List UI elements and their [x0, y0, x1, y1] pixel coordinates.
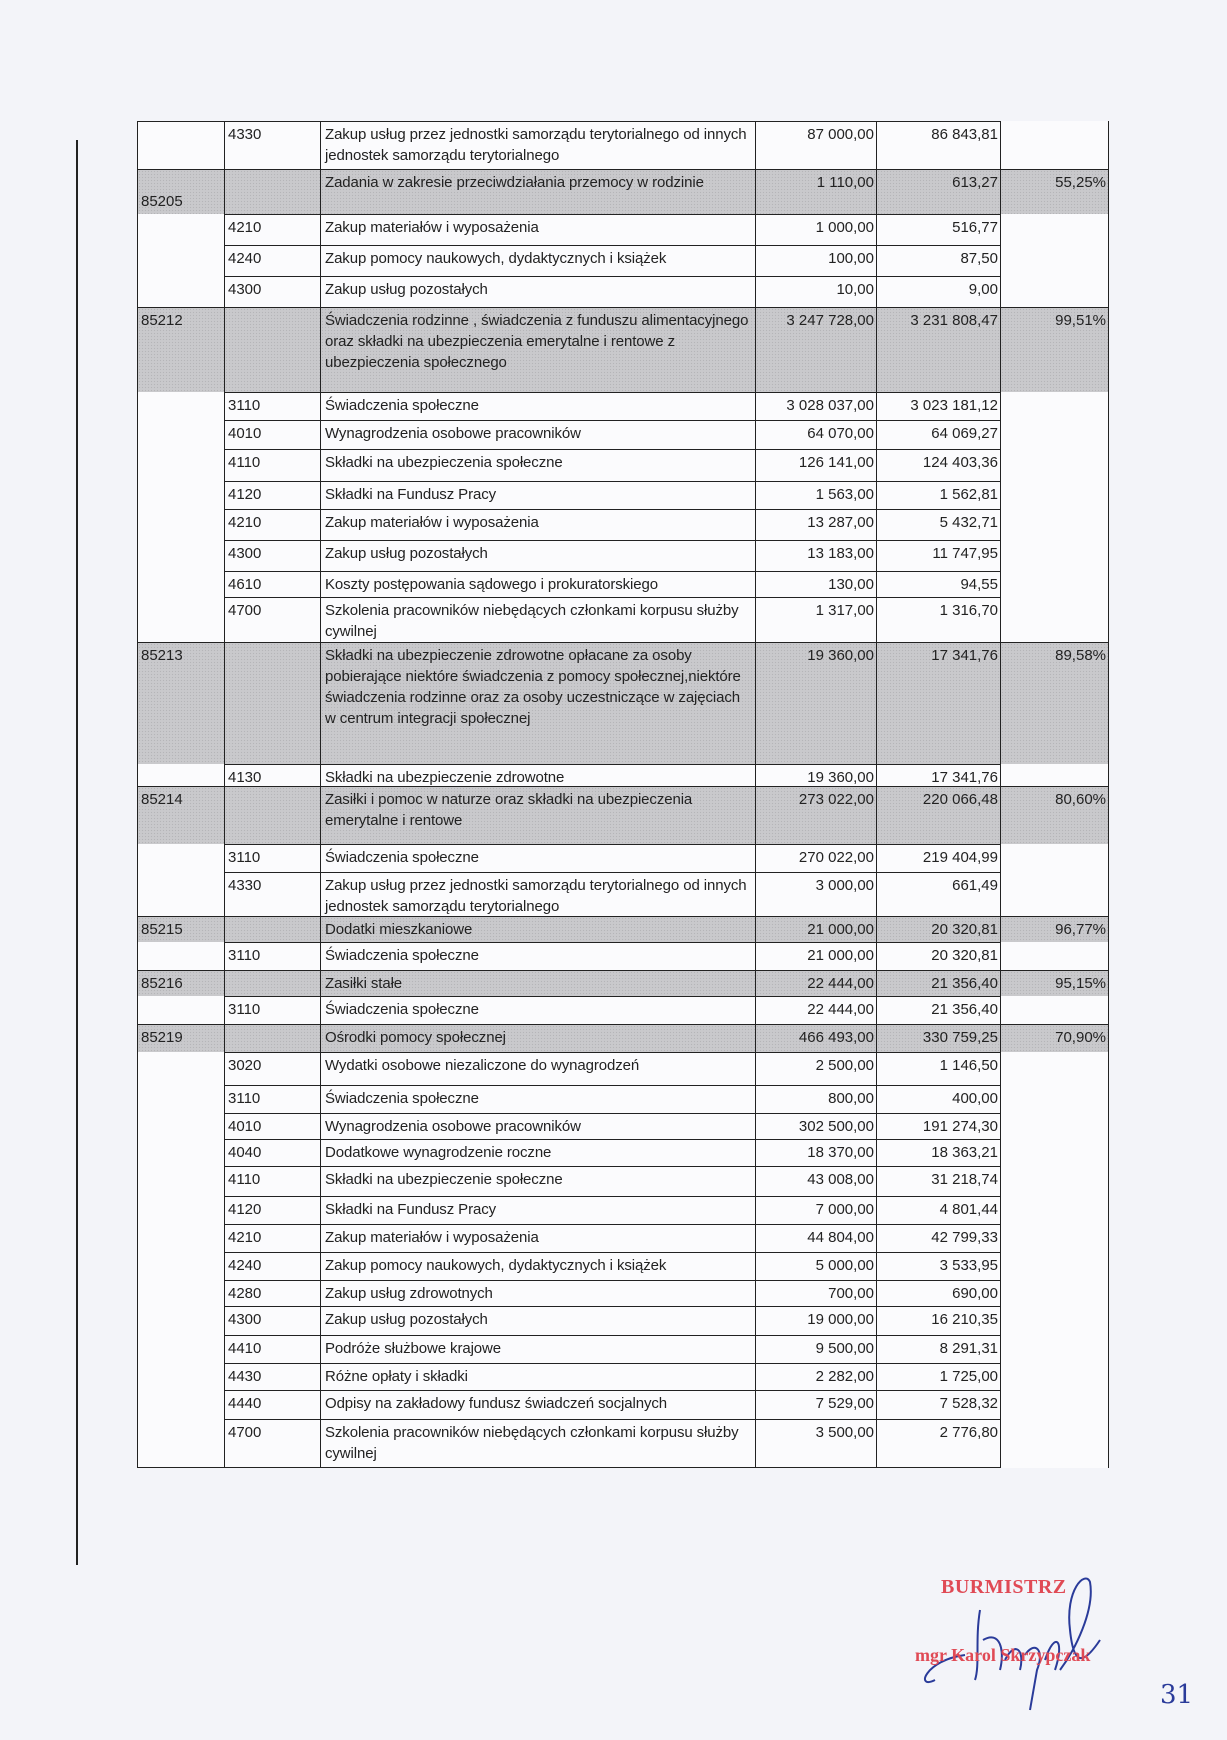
- cell-exec: 1 316,70: [876, 597, 1001, 643]
- cell-plan: 100,00: [755, 245, 877, 277]
- cell-exec: 17 341,76: [876, 764, 1001, 787]
- page-number: 31: [1160, 1680, 1194, 1710]
- cell-exec: 124 403,36: [876, 449, 1001, 482]
- cell-pct: [1000, 942, 1109, 971]
- cell-par: [224, 307, 321, 393]
- cell-plan: 21 000,00: [755, 942, 877, 971]
- cell-exec: 330 759,25: [876, 1024, 1001, 1053]
- cell-exec: 661,49: [876, 872, 1001, 917]
- cell-desc: Ośrodki pomocy społecznej: [320, 1024, 756, 1053]
- cell-exec: 18 363,21: [876, 1139, 1001, 1167]
- cell-par: [224, 786, 321, 845]
- cell-plan: 19 360,00: [755, 642, 877, 765]
- cell-dz: [137, 844, 225, 873]
- cell-desc: Koszty postępowania sądowego i prokuratorskiego: [320, 571, 756, 598]
- cell-desc: Zasiłki i pomoc w naturze oraz składki na ubezpieczenia emerytalne i rentowe: [320, 786, 756, 845]
- cell-pct: [1000, 540, 1109, 572]
- cell-par: 4240: [224, 245, 321, 277]
- cell-desc: Zakup pomocy naukowych, dydaktycznych i książek: [320, 245, 756, 277]
- cell-dz: 85205: [137, 169, 225, 215]
- cell-desc: Zakup usług zdrowotnych: [320, 1280, 756, 1307]
- signature-name: mgr Karol Skrzypczak: [915, 1645, 1091, 1665]
- cell-exec: 8 291,31: [876, 1335, 1001, 1364]
- cell-desc: Zakup usług pozostałych: [320, 1306, 756, 1336]
- cell-pct: [1000, 764, 1109, 787]
- cell-pct: 99,51%: [1000, 307, 1109, 393]
- cell-desc: Wynagrodzenia osobowe pracowników: [320, 1113, 756, 1140]
- cell-pct: 95,15%: [1000, 970, 1109, 997]
- cell-par: [224, 1024, 321, 1053]
- cell-dz: [137, 481, 225, 510]
- cell-plan: 9 500,00: [755, 1335, 877, 1364]
- cell-desc: Składki na Fundusz Pracy: [320, 1196, 756, 1225]
- cell-pct: [1000, 245, 1109, 277]
- cell-exec: 219 404,99: [876, 844, 1001, 873]
- cell-dz: [137, 597, 225, 643]
- cell-par: 4610: [224, 571, 321, 598]
- cell-pct: [1000, 1390, 1109, 1420]
- cell-plan: 13 287,00: [755, 509, 877, 541]
- cell-pct: [1000, 844, 1109, 873]
- cell-plan: 19 360,00: [755, 764, 877, 787]
- cell-plan: 5 000,00: [755, 1252, 877, 1281]
- cell-exec: 7 528,32: [876, 1390, 1001, 1420]
- cell-plan: 3 000,00: [755, 872, 877, 917]
- cell-exec: 31 218,74: [876, 1166, 1001, 1197]
- cell-pct: [1000, 121, 1109, 170]
- cell-plan: 87 000,00: [755, 121, 877, 170]
- cell-par: 4210: [224, 509, 321, 541]
- margin-line: [76, 140, 78, 1565]
- cell-pct: 89,58%: [1000, 642, 1109, 765]
- cell-par: 4110: [224, 449, 321, 482]
- cell-exec: 4 801,44: [876, 1196, 1001, 1225]
- cell-dz: [137, 1306, 225, 1336]
- cell-desc: Składki na ubezpieczenie zdrowotne opłacane za osoby pobierające niektóre świadczenia z pomocy społecznej,niektóre świadczenia rodzinne oraz za osoby uczestniczące w zajęciach w centrum integracji społecznej: [320, 642, 756, 765]
- cell-pct: [1000, 571, 1109, 598]
- cell-par: 3110: [224, 844, 321, 873]
- signature-block: [905, 1570, 1165, 1720]
- cell-par: 4410: [224, 1335, 321, 1364]
- cell-desc: Świadczenia społeczne: [320, 844, 756, 873]
- cell-par: 4330: [224, 872, 321, 917]
- cell-par: 4120: [224, 481, 321, 510]
- cell-plan: 10,00: [755, 276, 877, 308]
- cell-exec: 3 023 181,12: [876, 392, 1001, 421]
- cell-exec: 64 069,27: [876, 420, 1001, 450]
- cell-desc: Zakup usług przez jednostki samorządu terytorialnego od innych jednostek samorządu terytorialnego: [320, 872, 756, 917]
- cell-exec: 20 320,81: [876, 916, 1001, 943]
- cell-desc: Podróże służbowe krajowe: [320, 1335, 756, 1364]
- cell-plan: 64 070,00: [755, 420, 877, 450]
- cell-exec: 16 210,35: [876, 1306, 1001, 1336]
- cell-dz: [137, 1139, 225, 1167]
- cell-pct: [1000, 1196, 1109, 1225]
- cell-plan: 1 563,00: [755, 481, 877, 510]
- cell-par: 4700: [224, 597, 321, 643]
- cell-desc: Składki na ubezpieczenie zdrowotne: [320, 764, 756, 787]
- cell-par: [224, 916, 321, 943]
- cell-exec: 220 066,48: [876, 786, 1001, 845]
- cell-dz: [137, 571, 225, 598]
- cell-plan: 1 317,00: [755, 597, 877, 643]
- cell-plan: 22 444,00: [755, 996, 877, 1025]
- cell-dz: [137, 1335, 225, 1364]
- cell-exec: 94,55: [876, 571, 1001, 598]
- cell-pct: [1000, 1166, 1109, 1197]
- cell-exec: 11 747,95: [876, 540, 1001, 572]
- cell-par: 4040: [224, 1139, 321, 1167]
- cell-plan: 2 282,00: [755, 1363, 877, 1391]
- cell-desc: Różne opłaty i składki: [320, 1363, 756, 1391]
- cell-exec: 42 799,33: [876, 1224, 1001, 1253]
- cell-dz: [137, 1363, 225, 1391]
- cell-desc: Szkolenia pracowników niebędących członkami korpusu służby cywilnej: [320, 1419, 756, 1468]
- cell-pct: [1000, 392, 1109, 421]
- cell-par: 3110: [224, 392, 321, 421]
- cell-pct: [1000, 276, 1109, 308]
- cell-desc: Zakup usług przez jednostki samorządu terytorialnego od innych jednostek samorządu terytorialnego: [320, 121, 756, 170]
- cell-dz: [137, 1224, 225, 1253]
- cell-par: 4210: [224, 1224, 321, 1253]
- cell-par: 4240: [224, 1252, 321, 1281]
- cell-dz: 85216: [137, 970, 225, 997]
- cell-dz: [137, 121, 225, 170]
- cell-exec: 1 562,81: [876, 481, 1001, 510]
- cell-desc: Składki na Fundusz Pracy: [320, 481, 756, 510]
- cell-dz: 85215: [137, 916, 225, 943]
- cell-plan: 466 493,00: [755, 1024, 877, 1053]
- cell-dz: [137, 276, 225, 308]
- cell-par: 3110: [224, 1085, 321, 1114]
- cell-plan: 270 022,00: [755, 844, 877, 873]
- cell-pct: [1000, 1419, 1109, 1468]
- cell-plan: 21 000,00: [755, 916, 877, 943]
- cell-desc: Zakup pomocy naukowych, dydaktycznych i książek: [320, 1252, 756, 1281]
- cell-desc: Zakup usług pozostałych: [320, 540, 756, 572]
- cell-desc: Zasiłki stałe: [320, 970, 756, 997]
- cell-par: 4210: [224, 214, 321, 246]
- cell-plan: 22 444,00: [755, 970, 877, 997]
- cell-desc: Świadczenia społeczne: [320, 392, 756, 421]
- cell-plan: 2 500,00: [755, 1052, 877, 1086]
- cell-pct: [1000, 1052, 1109, 1086]
- cell-exec: 690,00: [876, 1280, 1001, 1307]
- cell-plan: 7 529,00: [755, 1390, 877, 1420]
- cell-par: [224, 169, 321, 215]
- cell-dz: [137, 1252, 225, 1281]
- cell-plan: 7 000,00: [755, 1196, 877, 1225]
- cell-plan: 3 028 037,00: [755, 392, 877, 421]
- cell-par: 4300: [224, 540, 321, 572]
- cell-plan: 44 804,00: [755, 1224, 877, 1253]
- cell-par: 3110: [224, 996, 321, 1025]
- cell-plan: 43 008,00: [755, 1166, 877, 1197]
- cell-pct: [1000, 1335, 1109, 1364]
- cell-plan: 800,00: [755, 1085, 877, 1114]
- cell-exec: 21 356,40: [876, 996, 1001, 1025]
- cell-dz: [137, 942, 225, 971]
- cell-desc: Dodatki mieszkaniowe: [320, 916, 756, 943]
- cell-pct: [1000, 872, 1109, 917]
- cell-plan: 273 022,00: [755, 786, 877, 845]
- cell-par: 4120: [224, 1196, 321, 1225]
- cell-par: 4700: [224, 1419, 321, 1468]
- cell-desc: Świadczenia rodzinne , świadczenia z funduszu alimentacyjnego oraz składki na ubezpieczenia emerytalne i rentowe z ubezpieczenia społecznego: [320, 307, 756, 393]
- cell-exec: 9,00: [876, 276, 1001, 308]
- cell-pct: [1000, 420, 1109, 450]
- cell-pct: 55,25%: [1000, 169, 1109, 215]
- cell-dz: [137, 449, 225, 482]
- signature-title: BURMISTRZ: [941, 1576, 1067, 1598]
- cell-exec: 191 274,30: [876, 1113, 1001, 1140]
- cell-exec: 17 341,76: [876, 642, 1001, 765]
- cell-exec: 3 533,95: [876, 1252, 1001, 1281]
- cell-desc: Dodatkowe wynagrodzenie roczne: [320, 1139, 756, 1167]
- cell-desc: Wynagrodzenia osobowe pracowników: [320, 420, 756, 450]
- cell-exec: 1 725,00: [876, 1363, 1001, 1391]
- cell-exec: 3 231 808,47: [876, 307, 1001, 393]
- cell-par: 4280: [224, 1280, 321, 1307]
- cell-plan: 700,00: [755, 1280, 877, 1307]
- cell-plan: 19 000,00: [755, 1306, 877, 1336]
- cell-exec: 87,50: [876, 245, 1001, 277]
- cell-plan: 13 183,00: [755, 540, 877, 572]
- cell-plan: 3 500,00: [755, 1419, 877, 1468]
- cell-pct: [1000, 1363, 1109, 1391]
- cell-desc: Zakup usług pozostałych: [320, 276, 756, 308]
- cell-par: 4300: [224, 1306, 321, 1336]
- cell-desc: Wydatki osobowe niezaliczone do wynagrodzeń: [320, 1052, 756, 1086]
- cell-dz: [137, 1052, 225, 1086]
- cell-par: 3020: [224, 1052, 321, 1086]
- cell-pct: [1000, 214, 1109, 246]
- cell-desc: Zakup materiałów i wyposażenia: [320, 1224, 756, 1253]
- cell-dz: [137, 764, 225, 787]
- cell-dz: 85214: [137, 786, 225, 845]
- cell-dz: 85213: [137, 642, 225, 765]
- cell-desc: Zakup materiałów i wyposażenia: [320, 214, 756, 246]
- cell-dz: [137, 1113, 225, 1140]
- cell-pct: 70,90%: [1000, 1024, 1109, 1053]
- cell-exec: 2 776,80: [876, 1419, 1001, 1468]
- cell-desc: Świadczenia społeczne: [320, 996, 756, 1025]
- cell-par: [224, 970, 321, 997]
- cell-dz: [137, 392, 225, 421]
- cell-dz: [137, 509, 225, 541]
- cell-exec: 400,00: [876, 1085, 1001, 1114]
- cell-par: 4130: [224, 764, 321, 787]
- cell-pct: 80,60%: [1000, 786, 1109, 845]
- cell-exec: 613,27: [876, 169, 1001, 215]
- cell-par: 4010: [224, 1113, 321, 1140]
- cell-dz: [137, 1085, 225, 1114]
- cell-exec: 5 432,71: [876, 509, 1001, 541]
- cell-par: 4300: [224, 276, 321, 308]
- cell-par: 4330: [224, 121, 321, 170]
- cell-pct: [1000, 1252, 1109, 1281]
- cell-exec: 516,77: [876, 214, 1001, 246]
- cell-par: 4110: [224, 1166, 321, 1197]
- cell-pct: [1000, 509, 1109, 541]
- cell-par: 4010: [224, 420, 321, 450]
- cell-desc: Świadczenia społeczne: [320, 1085, 756, 1114]
- cell-dz: [137, 1196, 225, 1225]
- cell-dz: 85212: [137, 307, 225, 393]
- cell-plan: 1 000,00: [755, 214, 877, 246]
- cell-desc: Odpisy na zakładowy fundusz świadczeń socjalnych: [320, 1390, 756, 1420]
- cell-dz: [137, 540, 225, 572]
- cell-dz: [137, 1280, 225, 1307]
- cell-par: [224, 642, 321, 765]
- cell-dz: [137, 1419, 225, 1468]
- cell-dz: [137, 214, 225, 246]
- cell-plan: 3 247 728,00: [755, 307, 877, 393]
- cell-plan: 302 500,00: [755, 1113, 877, 1140]
- cell-plan: 18 370,00: [755, 1139, 877, 1167]
- cell-desc: Zakup materiałów i wyposażenia: [320, 509, 756, 541]
- cell-plan: 1 110,00: [755, 169, 877, 215]
- cell-exec: 86 843,81: [876, 121, 1001, 170]
- cell-par: 4440: [224, 1390, 321, 1420]
- cell-pct: [1000, 481, 1109, 510]
- cell-dz: [137, 872, 225, 917]
- cell-desc: Zadania w zakresie przeciwdziałania przemocy w rodzinie: [320, 169, 756, 215]
- cell-desc: Składki na ubezpieczenia społeczne: [320, 449, 756, 482]
- cell-par: 3110: [224, 942, 321, 971]
- cell-pct: [1000, 1113, 1109, 1140]
- cell-pct: [1000, 996, 1109, 1025]
- cell-pct: [1000, 1224, 1109, 1253]
- cell-desc: Świadczenia społeczne: [320, 942, 756, 971]
- cell-desc: Szkolenia pracowników niebędących członkami korpusu służby cywilnej: [320, 597, 756, 643]
- cell-pct: [1000, 1280, 1109, 1307]
- cell-exec: 20 320,81: [876, 942, 1001, 971]
- cell-pct: [1000, 1306, 1109, 1336]
- cell-dz: [137, 996, 225, 1025]
- cell-dz: [137, 1390, 225, 1420]
- cell-dz: [137, 420, 225, 450]
- cell-dz: [137, 1166, 225, 1197]
- cell-pct: [1000, 449, 1109, 482]
- cell-pct: [1000, 1085, 1109, 1114]
- cell-plan: 130,00: [755, 571, 877, 598]
- cell-dz: 85219: [137, 1024, 225, 1053]
- cell-dz: [137, 245, 225, 277]
- cell-exec: 21 356,40: [876, 970, 1001, 997]
- cell-exec: 1 146,50: [876, 1052, 1001, 1086]
- cell-par: 4430: [224, 1363, 321, 1391]
- cell-pct: 96,77%: [1000, 916, 1109, 943]
- cell-plan: 126 141,00: [755, 449, 877, 482]
- cell-desc: Składki na ubezpieczenie społeczne: [320, 1166, 756, 1197]
- cell-pct: [1000, 1139, 1109, 1167]
- cell-pct: [1000, 597, 1109, 643]
